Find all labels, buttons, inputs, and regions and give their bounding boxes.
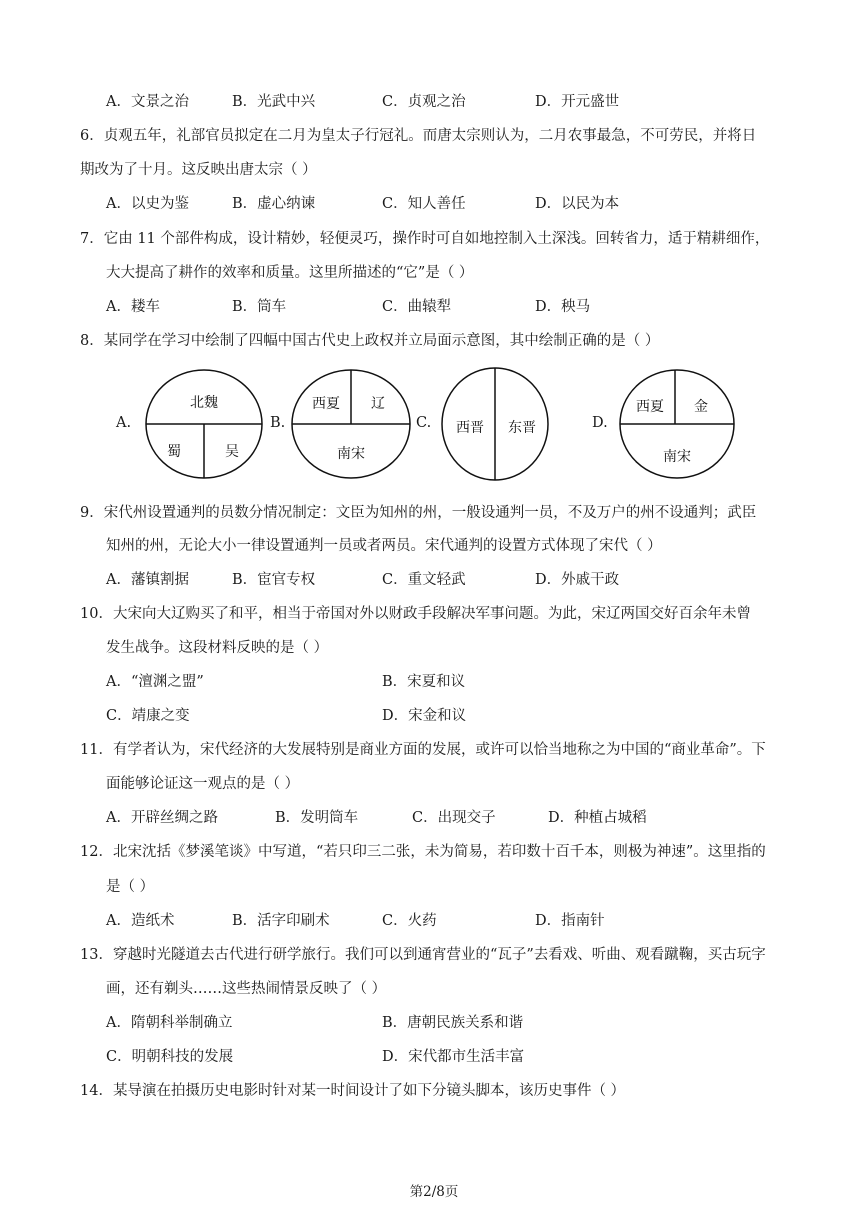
q9-stem-line2: 知州的州，无论大小一律设置通判一员或者两员。宋代通判的设置方式体现了宋代（ ）	[106, 538, 662, 554]
q12-option-b: B．活字印刷术	[232, 913, 330, 929]
q10-option-a: A．“澶渊之盟”	[106, 674, 204, 690]
q5-option-d: D．开元盛世	[535, 94, 620, 110]
q7-option-a: A．耧车	[106, 299, 160, 315]
q14-stem: 14．某导演在拍摄历史电影时针对某一时间设计了如下分镜头脚本，该历史事件（ ）	[80, 1083, 626, 1099]
q9-option-a: A．藩镇割据	[106, 572, 189, 588]
q13-stem-line2: 画，还有剃头……这些热闹情景反映了（ ）	[106, 981, 387, 997]
q5-option-b: B．光武中兴	[232, 94, 316, 110]
q8-c-right-label: 东晋	[508, 420, 536, 436]
q9-option-d: D．外戚干政	[535, 572, 620, 588]
q8-a-br-label: 吴	[225, 444, 239, 460]
q8-b-tl-label: 西夏	[312, 396, 340, 412]
q8-option-d-diagram	[618, 368, 736, 480]
q8-d-bottom-label: 南宋	[663, 449, 691, 465]
q8-c-left-label: 西晋	[456, 420, 484, 436]
q5-option-c: C．贞观之治	[382, 94, 466, 110]
q8-option-b-letter: B.	[270, 415, 286, 431]
q9-stem-line1: 9．宋代州设置通判的员数分情况制定：文臣为知州的州，一般设通判一员，不及万户的州不设通判；武臣	[80, 505, 757, 521]
q12-stem-line2: 是（ ）	[106, 879, 155, 895]
q6-stem-line2: 期改为了十月。这反映出唐太宗（ ）	[80, 162, 317, 178]
q6-option-d: D．以民为本	[535, 196, 620, 212]
q8-option-d-letter: D.	[592, 415, 608, 431]
q9-option-c: C．重文轻武	[382, 572, 466, 588]
page-number: 第2/8页	[409, 1184, 459, 1200]
q12-option-c: C．火药	[382, 913, 437, 929]
q10-stem-line2: 发生战争。这段材料反映的是（ ）	[106, 640, 329, 656]
q11-option-c: C．出现交子	[412, 810, 496, 826]
q5-option-a: A．文景之治	[106, 94, 189, 110]
q10-option-d: D．宋金和议	[382, 708, 467, 724]
q8-a-top-label: 北魏	[190, 395, 218, 411]
q13-option-a: A．隋朝科举制确立	[106, 1015, 233, 1031]
q8-d-tr-label: 金	[694, 399, 708, 415]
q13-option-c: C．明朝科技的发展	[106, 1049, 234, 1065]
q11-option-a: A．开辟丝绸之路	[106, 810, 218, 826]
q13-option-b: B．唐朝民族关系和谐	[382, 1015, 524, 1031]
q6-stem-line1: 6．贞观五年，礼部官员拟定在二月为皇太子行冠礼。而唐太宗则认为，二月农事最急，不可劳民，并将日	[80, 128, 757, 144]
q12-stem-line1: 12．北宋沈括《梦溪笔谈》中写道，“若只印三二张，未为简易，若印数十百千本，则极为神速”。这里指的	[80, 844, 766, 860]
q8-option-c-diagram	[440, 366, 550, 482]
q12-option-a: A．造纸术	[106, 913, 175, 929]
q8-option-c-letter: C.	[416, 415, 432, 431]
q7-option-b: B．筒车	[232, 299, 287, 315]
q8-option-a-diagram	[144, 368, 264, 480]
q6-option-c: C．知人善任	[382, 196, 466, 212]
q8-b-bottom-label: 南宋	[337, 446, 365, 462]
q11-option-d: D．种植占城稻	[548, 810, 647, 826]
q11-option-b: B．发明筒车	[275, 810, 359, 826]
q8-b-tr-label: 辽	[371, 396, 385, 412]
q9-option-b: B．宦官专权	[232, 572, 316, 588]
q7-stem-line2: 大大提高了耕作的效率和质量。这里所描述的“它”是（ ）	[106, 265, 474, 281]
q7-stem-line1: 7．它由 11 个部件构成，设计精妙，轻便灵巧，操作时可自如地控制入土深浅。回转省力，适于精耕细作，	[80, 231, 770, 247]
q10-option-c: C．靖康之变	[106, 708, 190, 724]
q13-stem-line1: 13．穿越时光隧道去古代进行研学旅行。我们可以到通宵营业的“瓦子”去看戏、听曲、观看蹴鞠，买古玩字	[80, 947, 766, 963]
q12-option-d: D．指南针	[535, 913, 605, 929]
q11-stem-line1: 11．有学者认为，宋代经济的大发展特别是商业方面的发展，或许可以恰当地称之为中国的“商业革命”。下	[80, 742, 766, 758]
q10-stem-line1: 10．大宋向大辽购买了和平，相当于帝国对外以财政手段解决军事问题。为此，宋辽两国交好百余年未曾	[80, 606, 751, 622]
q7-option-d: D．秧马	[535, 299, 591, 315]
q7-option-c: C．曲辕犁	[382, 299, 452, 315]
q6-option-b: B．虚心纳谏	[232, 196, 316, 212]
q8-stem: 8．某同学在学习中绘制了四幅中国古代史上政权并立局面示意图，其中绘制正确的是（ ）	[80, 333, 660, 349]
q11-stem-line2: 面能够论证这一观点的是（ ）	[106, 776, 300, 792]
q8-option-a-letter: A.	[116, 415, 132, 431]
q8-d-tl-label: 西夏	[636, 399, 664, 415]
q13-option-d: D．宋代都市生活丰富	[382, 1049, 525, 1065]
q6-option-a: A．以史为鉴	[106, 196, 189, 212]
q10-option-b: B．宋夏和议	[382, 674, 466, 690]
q8-a-bl-label: 蜀	[167, 444, 181, 460]
q8-option-b-diagram	[290, 368, 412, 480]
